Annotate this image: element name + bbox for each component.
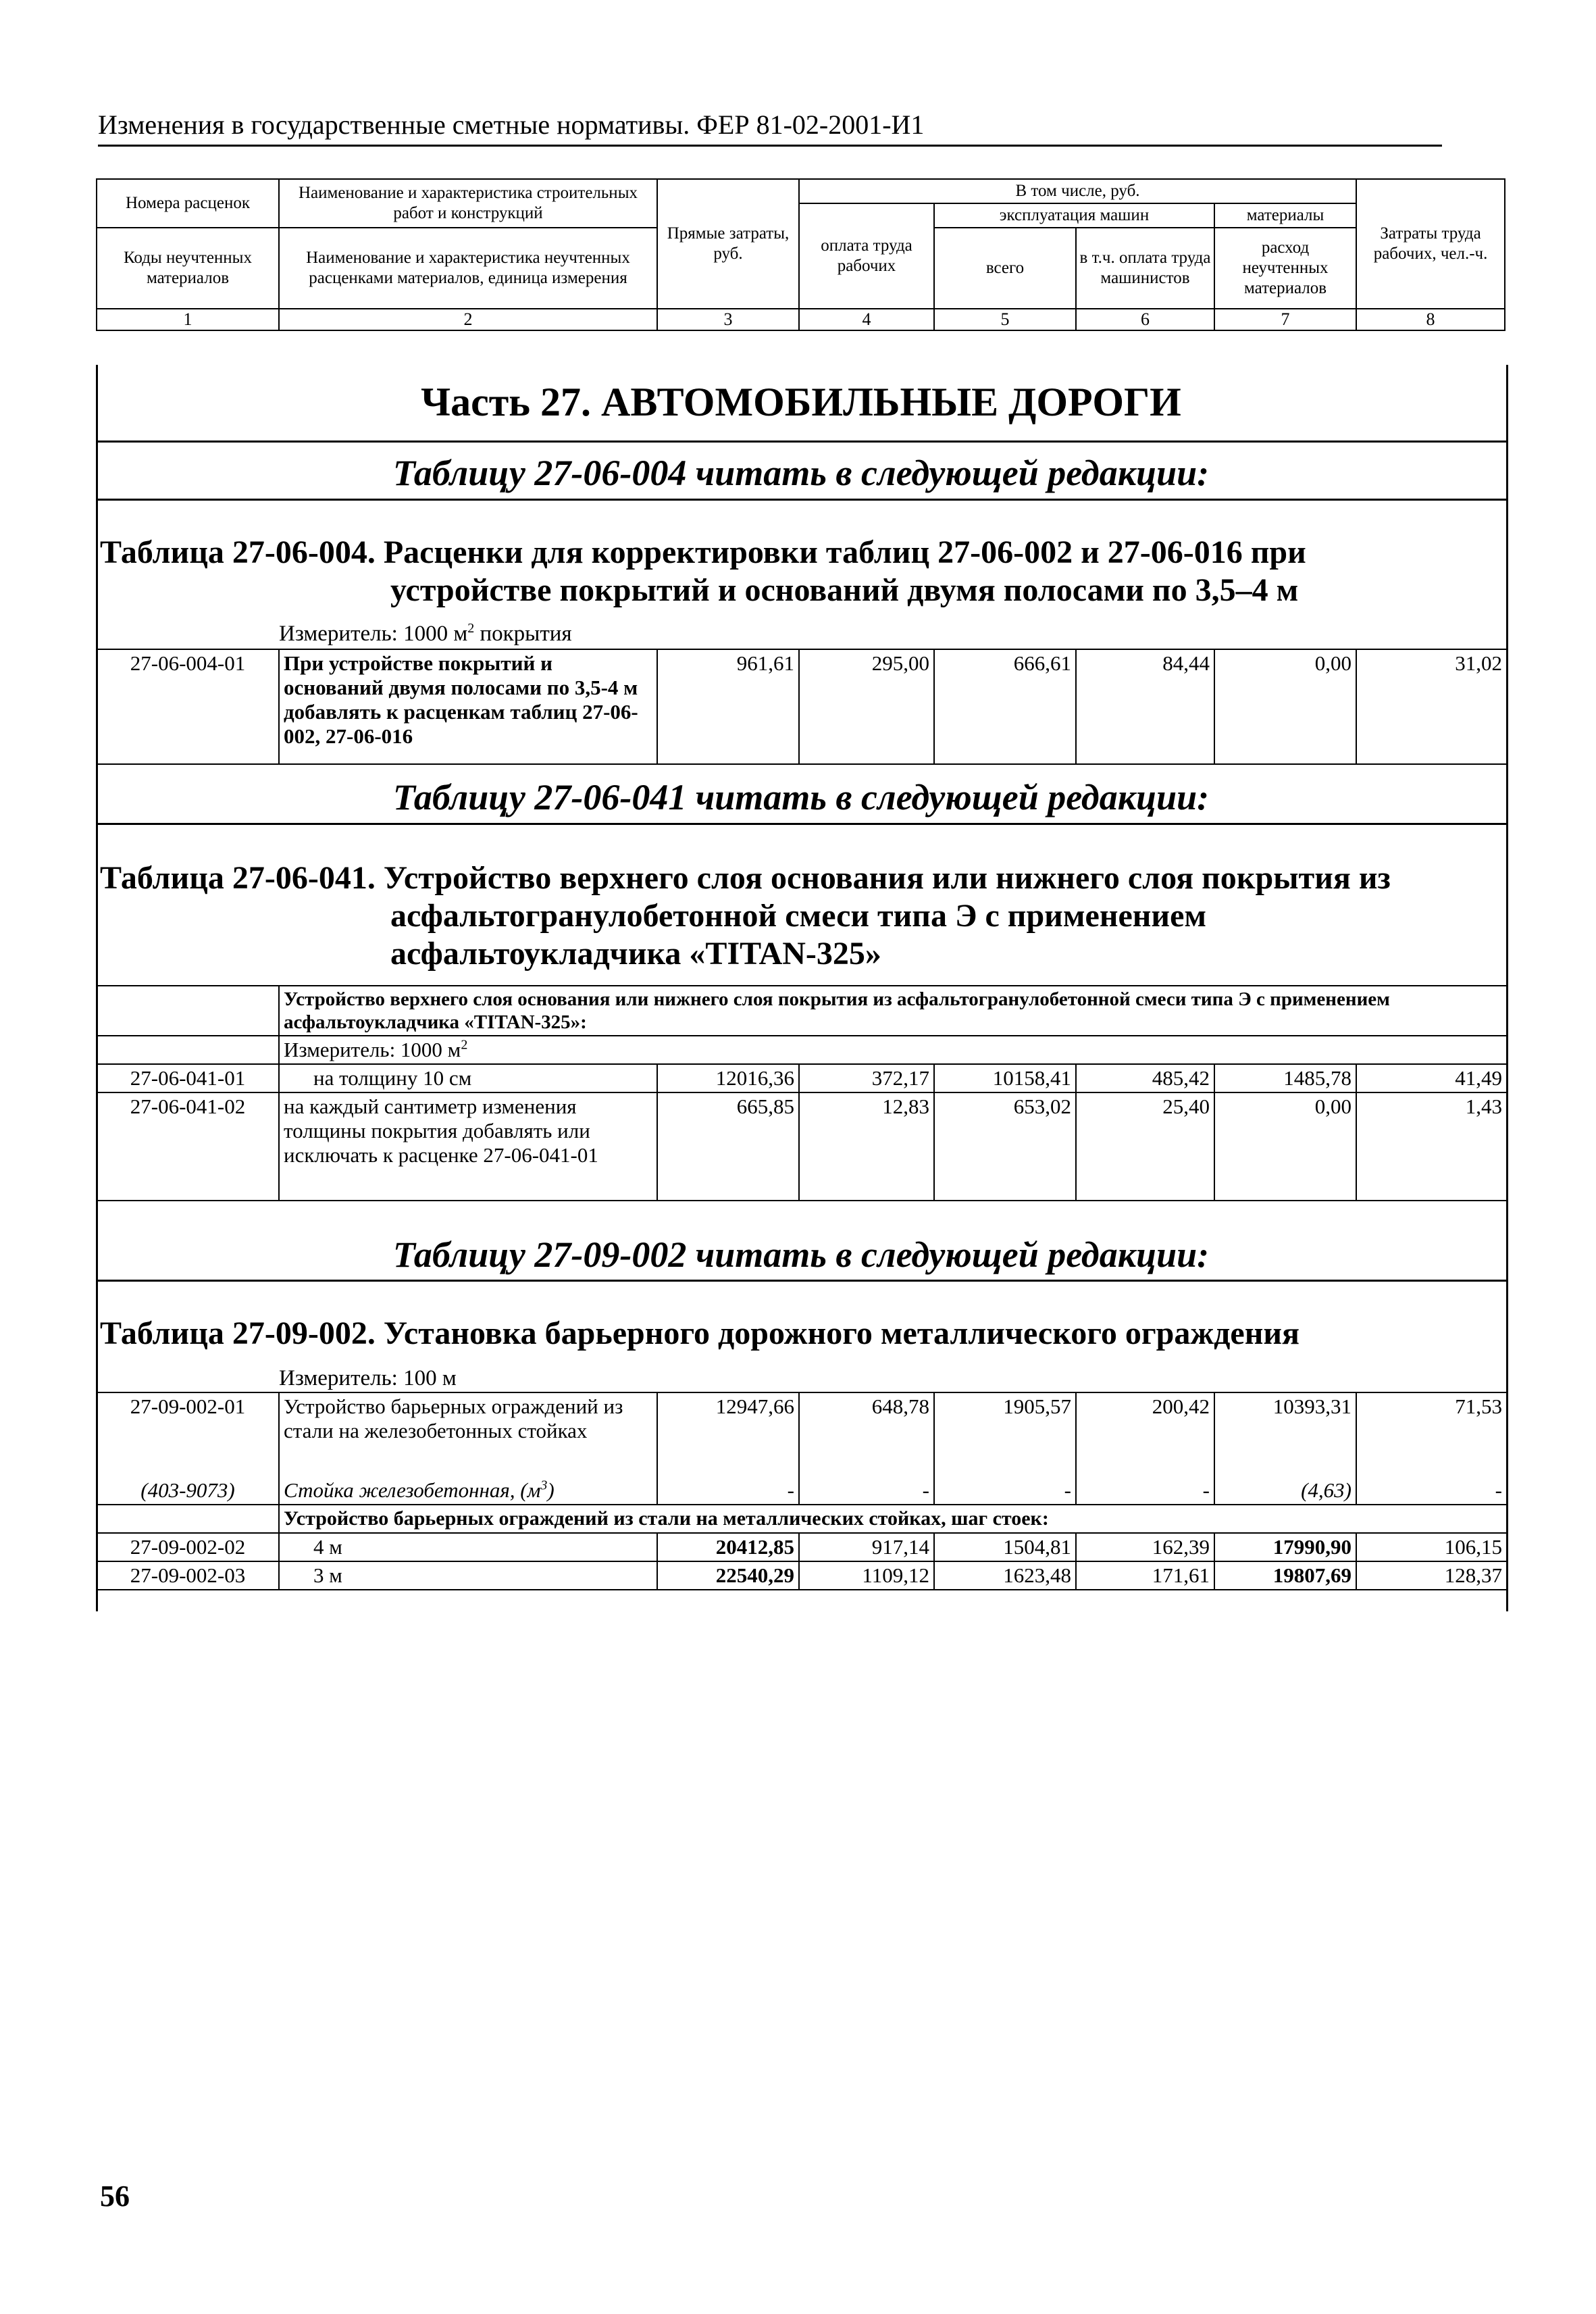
- header-material-use: расход неучтенных материалов: [1214, 228, 1356, 309]
- column-number: 7: [1214, 309, 1356, 330]
- machine-total: 1623,48: [934, 1561, 1076, 1590]
- header-machine-total: всего: [934, 228, 1076, 309]
- direct-costs: 20412,85: [657, 1533, 799, 1561]
- rate-name: Устройство барьерных ограждений из стали на железобетонных стойках: [279, 1392, 657, 1477]
- direct-costs: 665,85: [657, 1092, 799, 1201]
- measure-superscript: 2: [467, 621, 475, 636]
- header-labor-hours: Затраты труда рабочих, чел.-ч.: [1356, 179, 1505, 309]
- machine-total: 666,61: [934, 649, 1076, 764]
- material-name-text: Стойка железобетонная, (м: [284, 1478, 541, 1502]
- materials: 1485,78: [1214, 1064, 1356, 1092]
- operator-pay: -: [1076, 1477, 1214, 1505]
- table-title-line: Расценки для корректировки таблиц 27-06-002 и 27-06-016 при: [383, 534, 1306, 570]
- machine-total: -: [934, 1477, 1076, 1505]
- operator-pay: 25,40: [1076, 1092, 1214, 1201]
- rates-table-27-06-004: [96, 649, 1508, 765]
- group-row: [97, 986, 1507, 1036]
- measure-unit: [279, 1036, 1507, 1064]
- header-operator-pay: в т.ч. оплата труда машинистов: [1076, 228, 1214, 309]
- divider: [96, 499, 1506, 501]
- labor-hours: 31,02: [1356, 649, 1507, 764]
- table-title-27-06-041: [100, 859, 1491, 973]
- measure-unit: Измеритель: 100 м: [279, 1366, 457, 1390]
- rate-name: на каждый сантиметр изменения толщины покрытия добавлять или исключать к расценке 27-06-041-01: [279, 1092, 657, 1201]
- operator-pay: 485,42: [1076, 1064, 1214, 1092]
- read-as-note-2: Таблицу 27-06-041 читать в следующей редакции:: [392, 777, 1210, 818]
- header-direct-costs: Прямые затраты, руб.: [657, 179, 799, 309]
- direct-costs: -: [657, 1477, 799, 1505]
- header-rate-numbers: Номера расценок: [97, 179, 279, 228]
- material-unit-superscript: 3: [540, 1478, 548, 1493]
- group-description: Устройство верхнего слоя основания или нижнего слоя покрытия из асфальтогранулобетонной смеси типа Э с применением асфальтоукладчика «TITAN-325»:: [279, 986, 1507, 1036]
- measure-text: Измеритель: 1000 м: [279, 622, 468, 646]
- material-code: (403-9073): [97, 1477, 279, 1505]
- operator-pay: 200,42: [1076, 1392, 1214, 1477]
- divider: [96, 441, 1506, 443]
- operator-pay: 162,39: [1076, 1533, 1214, 1561]
- rate-name: 4 м: [279, 1533, 657, 1561]
- worker-pay: -: [799, 1477, 934, 1505]
- rates-table-27-09-002: [96, 1392, 1508, 1590]
- direct-costs: 22540,29: [657, 1561, 799, 1590]
- rate-name: на толщину 10 см: [279, 1064, 657, 1092]
- table-title-line: асфальтоукладчика «TITAN-325»: [390, 936, 881, 972]
- table-title-line: асфальтогранулобетонной смеси типа Э с применением: [390, 898, 1207, 934]
- material-name-suffix: ): [547, 1478, 555, 1502]
- rate-code: 27-06-004-01: [97, 649, 279, 764]
- part-title: Часть 27. АВТОМОБИЛЬНЫЕ ДОРОГИ: [421, 380, 1181, 424]
- column-header-table: [96, 178, 1505, 331]
- operator-pay: 84,44: [1076, 649, 1214, 764]
- rate-name: 3 м: [279, 1561, 657, 1590]
- direct-costs: 12016,36: [657, 1064, 799, 1092]
- operator-pay: 171,61: [1076, 1561, 1214, 1590]
- header-materials: материалы: [1214, 203, 1356, 228]
- header-worker-pay: оплата труда рабочих: [799, 203, 934, 309]
- header-material-codes: Коды неучтенных материалов: [97, 228, 279, 309]
- direct-costs: 961,61: [657, 649, 799, 764]
- materials: 0,00: [1214, 649, 1356, 764]
- group-row: [97, 1505, 1507, 1533]
- table-row: [97, 1392, 1507, 1477]
- measure-suffix: покрытия: [474, 622, 572, 646]
- header-material-names: Наименование и характеристика неучтенных расценками материалов, единица измерения: [279, 228, 657, 309]
- divider: [96, 1280, 1506, 1282]
- worker-pay: 295,00: [799, 649, 934, 764]
- header-including: В том числе, руб.: [799, 179, 1356, 203]
- materials: 19807,69: [1214, 1561, 1356, 1590]
- table-title-line: Установка барьерного дорожного металлического ограждения: [383, 1315, 1300, 1351]
- labor-hours: 128,37: [1356, 1561, 1507, 1590]
- table-row: [97, 1561, 1507, 1590]
- machine-total: 1504,81: [934, 1533, 1076, 1561]
- column-number: 1: [97, 309, 279, 330]
- labor-hours: 106,15: [1356, 1533, 1507, 1561]
- measure-row: [97, 1036, 1507, 1064]
- materials: 10393,31: [1214, 1392, 1356, 1477]
- rates-table-27-06-041: [96, 985, 1508, 1201]
- table-title-line: Устройство верхнего слоя основания или нижнего слоя покрытия из: [383, 860, 1391, 896]
- running-header: Изменения в государственные сметные нормативы. ФЕР 81-02-2001-И1: [98, 108, 1442, 147]
- material-quantity: (4,63): [1214, 1477, 1356, 1505]
- material-row: [97, 1477, 1507, 1505]
- labor-hours: 1,43: [1356, 1092, 1507, 1201]
- rate-code: 27-06-041-01: [97, 1064, 279, 1092]
- labor-hours: 41,49: [1356, 1064, 1507, 1092]
- header-machine-operation: эксплуатация машин: [934, 203, 1214, 228]
- table-title-prefix: Таблица 27-09-002.: [100, 1315, 376, 1351]
- page-number: 56: [100, 2180, 130, 2213]
- group-description: Устройство барьерных ограждений из стали на металлических стойках, шаг стоек:: [279, 1505, 1507, 1533]
- column-number: 6: [1076, 309, 1214, 330]
- labor-hours: 71,53: [1356, 1392, 1507, 1477]
- read-as-note-3: Таблицу 27-09-002 читать в следующей редакции:: [392, 1234, 1210, 1275]
- worker-pay: 12,83: [799, 1092, 934, 1201]
- measure-superscript: 2: [461, 1037, 468, 1053]
- worker-pay: 372,17: [799, 1064, 934, 1092]
- worker-pay: 917,14: [799, 1533, 934, 1561]
- header-work-name: Наименование и характеристика строительных работ и конструкций: [279, 179, 657, 228]
- table-row: [97, 1533, 1507, 1561]
- material-name: [279, 1477, 657, 1505]
- table-row: [97, 1092, 1507, 1201]
- measure-unit: [279, 620, 572, 647]
- column-number: 3: [657, 309, 799, 330]
- column-number: 4: [799, 309, 934, 330]
- rate-code: 27-09-002-02: [97, 1533, 279, 1561]
- machine-total: 653,02: [934, 1092, 1076, 1201]
- table-title-line: устройстве покрытий и оснований двумя полосами по 3,5–4 м: [390, 572, 1299, 608]
- worker-pay: 1109,12: [799, 1561, 934, 1590]
- table-title-prefix: Таблица 27-06-004.: [100, 534, 376, 570]
- table-row: [97, 1064, 1507, 1092]
- rate-code: 27-06-041-02: [97, 1092, 279, 1201]
- direct-costs: 12947,66: [657, 1392, 799, 1477]
- column-number: 5: [934, 309, 1076, 330]
- table-title-27-09-002: [100, 1315, 1491, 1353]
- rate-code: 27-09-002-03: [97, 1561, 279, 1590]
- measure-text: Измеритель: 1000 м: [284, 1038, 461, 1061]
- machine-total: 10158,41: [934, 1064, 1076, 1092]
- machine-total: 1905,57: [934, 1392, 1076, 1477]
- table-title-27-06-004: [100, 534, 1491, 609]
- column-number: 8: [1356, 309, 1505, 330]
- divider: [96, 823, 1506, 825]
- rate-code: 27-09-002-01: [97, 1392, 279, 1477]
- column-number: 2: [279, 309, 657, 330]
- table-title-prefix: Таблица 27-06-041.: [100, 860, 376, 896]
- read-as-note-1: Таблицу 27-06-004 читать в следующей редакции:: [392, 453, 1210, 493]
- labor-hours: -: [1356, 1477, 1507, 1505]
- rate-name: При устройстве покрытий и оснований двумя полосами по 3,5-4 м добавлять к расценкам таблиц 27-06-002, 27-06-016: [279, 649, 657, 764]
- materials: 0,00: [1214, 1092, 1356, 1201]
- table-row: [97, 649, 1507, 764]
- materials: 17990,90: [1214, 1533, 1356, 1561]
- worker-pay: 648,78: [799, 1392, 934, 1477]
